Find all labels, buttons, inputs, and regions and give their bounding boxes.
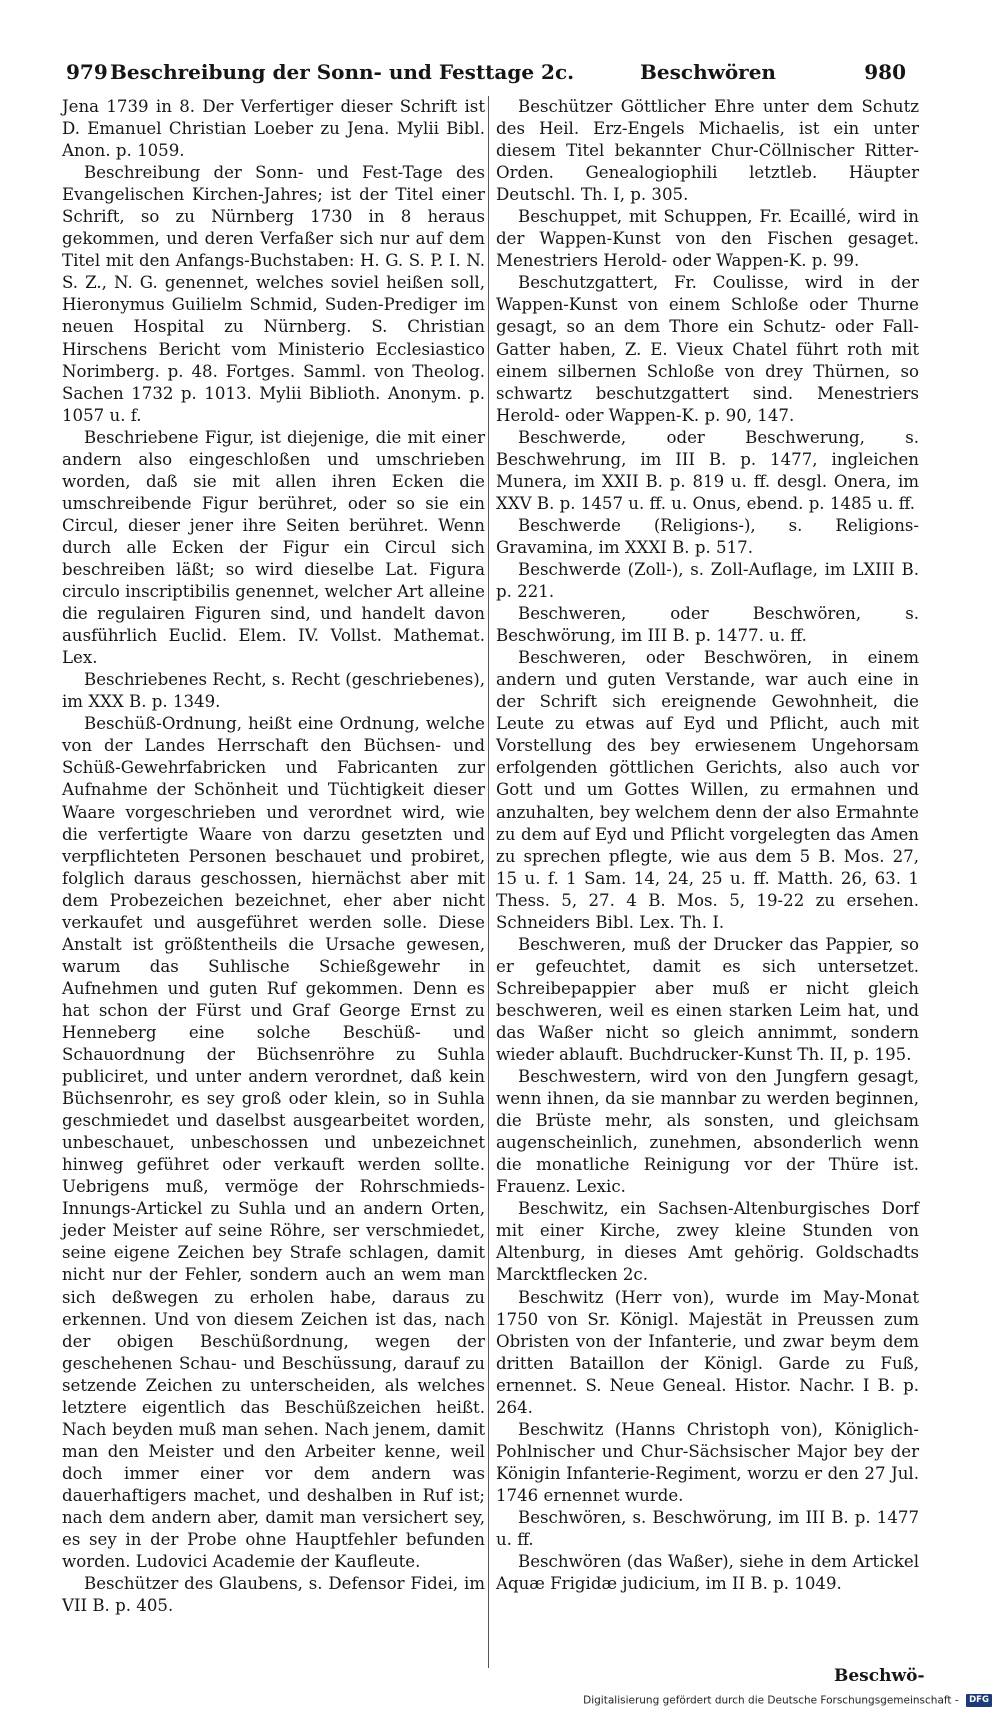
dictionary-entry: Beschutzgattert, Fr. Coulisse, wird in der Wappen-Kunst von einem Schloße oder Thurne gesagt, so an dem Thore ein Schutz- oder Fall-Gatter haben, Z. E. Vieux Chatel führt roth mit einem silbernen Schloße von drey Thürnen, so schwartz beschutzgattert sind. Menestriers Herold- oder Wappen-K. p. 90, 147. (496, 273, 919, 425)
dictionary-entry: Jena 1739 in 8. Der Verfertiger dieser Schrift ist D. Emanuel Christian Loeber zu Jena. Mylii Bibl. Anon. p. 1059. (62, 97, 485, 161)
right-column (496, 96, 919, 1595)
dictionary-entry: Beschriebenes Recht, s. Recht (geschriebenes), im XXX B. p. 1349. (62, 670, 485, 712)
dictionary-entry: Beschwitz, ein Sachsen-Altenburgisches Dorf mit einer Kirche, zwey kleine Stunden von Altenburg, in dieses Amt gehörig. Goldschadts Marcktflecken 2c. (496, 1199, 919, 1285)
dictionary-entry: Beschwören, s. Beschwörung, im III B. p. 1477 u. ff. (496, 1508, 919, 1550)
dictionary-entry: Beschwerde (Religions-), s. Religions-Gravamina, im XXXI B. p. 517. (496, 515, 919, 557)
dictionary-entry: Beschwerde, oder Beschwerung, s. Beschwehrung, im III B. p. 1477, ingleichen Munera, im XXII B. p. 819 u. ff. desgl. Onera, im XXV B. p. 1457 u. ff. u. Onus, ebend. p. 1485 u. ff. (496, 427, 919, 513)
dictionary-entry: Beschwitz (Herr von), wurde im May-Monat 1750 von Sr. Königl. Majestät in Preussen zum Obristen von der Infanterie, und zwar beym dem dritten Bataillon der Königl. Garde zu Fuß, ernennet. S. Neue Geneal. Histor. Nachr. I B. p. 264. (496, 1287, 919, 1417)
dictionary-entry: Beschwitz (Hanns Christoph von), Königlich-Pohlnischer und Chur-Sächsischer Major bey der Königin Infanterie-Regiment, worzu er den 27 Jul. 1746 ernennet wurde. (496, 1419, 919, 1505)
page-number-right: 980 (864, 60, 906, 84)
dictionary-entry: Beschreibung der Sonn- und Fest-Tage des Evangelischen Kirchen-Jahres; ist der Titel einer Schrift, so zu Nürnberg 1730 in 8 heraus gekommen, und deren Verfaßer sich nur auf dem Titel mit den Anfangs-Buchstaben: H. G. S. P. I. N. S. Z., N. G. genennet, welches soviel heißen soll, Hieronymus Guilielm Schmid, Suden-Prediger im neuen Hospital zu Nürnberg. S. Christian Hirschens Bericht vom Ministerio Ecclesiastico Norimberg. p. 48. Fortges. Samml. von Theolog. Sachen 1732 p. 1013. Mylii Biblioth. Anonym. p. 1057 u. f. (62, 163, 485, 425)
dictionary-entry: Beschweren, oder Beschwören, s. Beschwörung, im III B. p. 1477. u. ff. (496, 604, 919, 646)
dfg-logo-icon: DFG (966, 1694, 992, 1707)
dictionary-entry: Beschwören (das Waßer), siehe in dem Artickel Aquæ Frigidæ judicium, im II B. p. 1049. (496, 1552, 919, 1594)
dictionary-entry: Beschweren, oder Beschwören, in einem andern und guten Verstande, war auch eine in der Schrift sich ereignende Gewohnheit, die Leute zu etwas auf Eyd und Pflicht, auch mit Vorstellung des bey erwiesenem Ungehorsam erfolgenden göttlichen Gerichts, also auch vor Gott und um Gottes Willen, zu ermahnen und anzuhalten, bey welchem denn der also Ermahnte zu dem auf Eyd und Pflicht vorgelegten das Amen zu sprechen pflegte, wie aus dem 5 B. Mos. 27, 15 u. f. 1 Sam. 14, 24, 25 u. ff. Matth. 26, 63. 1 Thess. 5, 27. 4 B. Mos. 5, 19-22 zu ersehen. Schneiders Bibl. Lex. Th. I. (496, 648, 919, 932)
dictionary-entry: Beschützer Göttlicher Ehre unter dem Schutz des Heil. Erz-Engels Michaelis, ist ein unter diesem Titel bekannter Chur-Cöllnischer Ritter-Orden. Genealogiophili letztleb. Häupter Deutschl. Th. I, p. 305. (496, 97, 919, 205)
running-title-right: Beschwören (640, 60, 776, 84)
catchword: Beschwö- (834, 1666, 925, 1686)
page-number-left: 979 (66, 60, 108, 84)
running-title-left: Beschreibung der Sonn- und Festtage 2c. (110, 60, 575, 84)
dictionary-entry: Beschwestern, wird von den Jungfern gesagt, wenn ihnen, da sie mannbar zu werden beginnen, die Brüste mehr, als sonsten, und gleichsam augenscheinlich, zunehmen, absonderlich wenn die monatliche Reinigung vor der Thüre ist. Frauenz. Lexic. (496, 1067, 919, 1197)
footer-text: Digitalisierung gefördert durch die Deutsche Forschungsgemeinschaft - (583, 1694, 959, 1707)
dictionary-entry: Beschwerde (Zoll-), s. Zoll-Auflage, im LXIII B. p. 221. (496, 559, 919, 602)
dictionary-entry: Beschüß-Ordnung, heißt eine Ordnung, welche von der Landes Herrschaft den Büchsen- und Schüß-Gewehrfabricken und Fabricanten zur Aufnahme der Schönheit und Tüchtigkeit dieser Waare vorgeschrieben und verordnet wird, wie die verfertigte Waare von darzu gesetzten und verpflichteten Personen beschauet und probiret, folglich daraus geschossen, hiernächst aber mit dem Probezeichen bezeichnet, eher aber nicht verkaufet und ausgeführet werden solle. Diese Anstalt ist größtentheils die Ursache gewesen, warum das Suhlische Schießgewehr in Aufnehmen und guten Ruf gekommen. Denn es hat schon der Fürst und Graf George Ernst zu Henneberg eine solche Beschüß- und Schauordnung der Büchsenröhre zu Suhla publiciret, und unter andern verordnet, daß kein Büchsenrohr, es sey groß oder klein, so in Suhla geschmiedet und daselbst ausgearbeitet worden, unbeschauet, unbeschossen und unbezeichnet hinweg geführet oder verkauft werden sollte. Uebrigens muß, vermöge der Rohrschmieds-Innungs-Artickel zu Suhla und an andern Orten, jeder Meister auf seine Röhre, ser verschmiedet, seine eigene Zeichen bey Strafe schlagen, damit nicht nur der Fehler, sondern auch an wem man sich deßwegen zu erholen habe, daraus zu erkennen. Und von diesem Zeichen ist das, nach der obigen Beschüßordnung, wegen der geschehenen Schau- und Beschüssung, darauf zu setzende Zeichen zu unterscheiden, als welches letztere eigentlich das Beschüßzeichen heißt. Nach beyden muß man sehen. Nach jenem, damit man den Meister und den Arbeiter kenne, weil doch immer einer vor dem andern was dauerhaftigers machet, und deshalben in Ruf ist; nach dem andern aber, damit man versichert sey, es sey in der Probe ohne Hauptfehler befunden worden. Ludovici Academie der Kaufleute. (62, 714, 485, 1572)
page-header (66, 60, 906, 90)
dictionary-entry: Beschützer des Glaubens, s. Defensor Fidei, im VII B. p. 405. (62, 1574, 485, 1616)
dictionary-entry: Beschriebene Figur, ist diejenige, die mit einer andern also eingeschloßen und umschrieben worden, daß sie mit allen ihren Ecken die umschreibende Figur berühret, oder so sie ein Circul, dieser jener ihre Seiten berühret. Wenn durch alle Ecken der Figur ein Circul sich beschreiben läßt; so wird dieselbe Lat. Figura circulo inscriptibilis genennet, welcher Art alleine die regulairen Figuren sind, und handelt davon ausführlich Euclid. Elem. IV. Vollst. Mathemat. Lex. (62, 427, 485, 668)
column-divider (488, 96, 489, 1668)
digitization-footer (556, 1694, 992, 1712)
dictionary-entry: Beschweren, muß der Drucker das Pappier, so er gefeuchtet, damit es sich untersetzet. Schreibepappier aber muß er nicht gleich beschweren, weil es einen starken Leim hat, und das Waßer nicht so gleich annimmt, sondern wieder ablauft. Buchdrucker-Kunst Th. II, p. 195. (496, 934, 919, 1065)
left-column (62, 96, 485, 1617)
dictionary-entry: Beschuppet, mit Schuppen, Fr. Ecaillé, wird in der Wappen-Kunst von den Fischen gesaget. Menestriers Herold- oder Wappen-K. p. 99. (496, 207, 919, 271)
